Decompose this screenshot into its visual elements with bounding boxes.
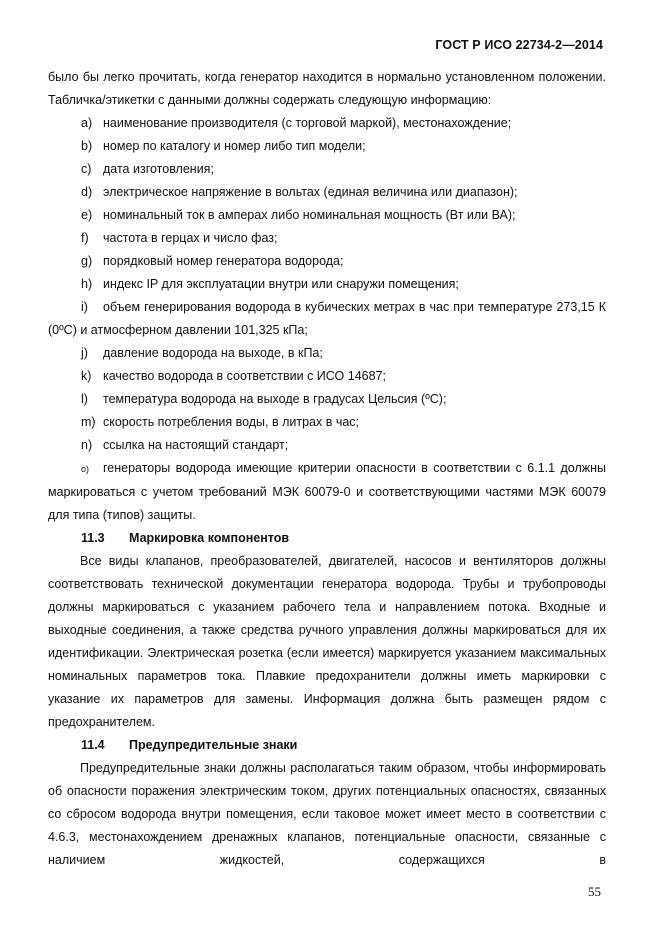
list-item	[48, 342, 606, 365]
list-item	[48, 365, 606, 388]
list-text: дата изготовления;	[103, 162, 214, 176]
section-heading-11-4	[48, 734, 606, 757]
list-marker: h)	[81, 277, 93, 291]
section-title: Предупредительные знаки	[129, 738, 298, 752]
list-marker: d)	[81, 185, 93, 199]
list-marker: f)	[81, 231, 89, 245]
list-marker: c)	[81, 162, 92, 176]
list-item	[48, 388, 606, 411]
list-item	[48, 250, 606, 273]
list-text: давление водорода на выходе, в кПа;	[103, 346, 323, 360]
list-item	[48, 434, 606, 457]
list-text: генераторы водорода имеющие критерии опасности в соответствии с 6.1.1 должны маркироваться с учетом требований МЭК 60079-0 и соответствующими частями МЭК 60079 для типа (типов) защиты.	[48, 461, 606, 522]
section-title: Маркировка компонентов	[129, 531, 290, 545]
list-marker: i)	[81, 300, 88, 314]
section-number: 11.4	[81, 738, 105, 752]
section-number: 11.3	[81, 531, 105, 545]
section-paragraph-11-3: Все виды клапанов, преобразователей, двигателей, насосов и вентиляторов должны соответствовать технической документации генератора водорода. Трубы и трубопроводы должны маркироваться с указанием рабочего тела и направлением потока. Входные и выходные соединения, а также средства ручного управления должны маркироваться для их идентификации. Электрическая розетка (если имеется) маркируется указанием максимальных номинальных параметров тока. Плавкие предохранители должны иметь маркировки с указание их параметров для замены. Информация должна быть размещен рядом с предохранителем.	[48, 554, 606, 729]
list-text: наименование производителя (с торговой маркой), местонахождение;	[103, 116, 512, 130]
list-item	[48, 296, 606, 342]
list-marker: g)	[81, 254, 93, 268]
list-marker: o)	[81, 464, 90, 474]
list-marker: j)	[81, 346, 88, 360]
list-item	[48, 158, 606, 181]
list-item	[48, 204, 606, 227]
list-text: объем генерирования водорода в кубических метрах в час при температуре 273,15 К (0ºС) и атмосферном давлении 101,325 кПа;	[48, 300, 606, 337]
marking-list	[48, 112, 606, 527]
list-marker: n)	[81, 438, 93, 452]
list-text: порядковый номер генератора водорода;	[103, 254, 344, 268]
list-marker: b)	[81, 139, 93, 153]
list-item	[48, 457, 606, 527]
list-marker: m)	[81, 415, 96, 429]
list-marker: l)	[81, 392, 88, 406]
list-text: электрическое напряжение в вольтах (единая величина или диапазон);	[103, 185, 518, 199]
list-text: частота в герцах и число фаз;	[103, 231, 278, 245]
section-heading-11-3	[48, 527, 606, 550]
list-item	[48, 135, 606, 158]
list-text: ссылка на настоящий стандарт;	[103, 438, 289, 452]
list-item	[48, 112, 606, 135]
list-text: номинальный ток в амперах либо номинальная мощность (Вт или ВА);	[103, 208, 516, 222]
list-item	[48, 273, 606, 296]
list-text: индекс IP для эксплуатации внутри или снаружи помещения;	[103, 277, 459, 291]
document-header: ГОСТ Р ИСО 22734-2—2014	[435, 38, 603, 52]
intro-paragraph: было бы легко прочитать, когда генератор находится в нормально установленном положении. Табличка/этикетки с данными должны содержать следующую информацию:	[48, 70, 606, 107]
page-content	[48, 66, 606, 872]
list-marker: e)	[81, 208, 93, 222]
list-text: качество водорода в соответствии с ИСО 14687;	[103, 369, 386, 383]
list-marker: k)	[81, 369, 92, 383]
list-text: скорость потребления воды, в литрах в час;	[103, 415, 360, 429]
list-item	[48, 227, 606, 250]
list-text: температура водорода на выходе в градусах Цельсия (ºС);	[103, 392, 447, 406]
section-paragraph-11-4: Предупредительные знаки должны располагаться таким образом, чтобы информировать об опасности поражения электрическим током, других потенциальных опасностях, связанных со сбросом водорода внутри помещения, если таковое может имеет место в соответствии с 4.6.3, местонахождением дренажных клапанов, потенциальные опасности, связанные с наличием жидкостей, содержащихся в	[48, 761, 606, 867]
list-item	[48, 411, 606, 434]
page-number: 55	[588, 884, 601, 899]
list-marker: a)	[81, 116, 93, 130]
list-item	[48, 181, 606, 204]
list-text: номер по каталогу и номер либо тип модели;	[103, 139, 366, 153]
